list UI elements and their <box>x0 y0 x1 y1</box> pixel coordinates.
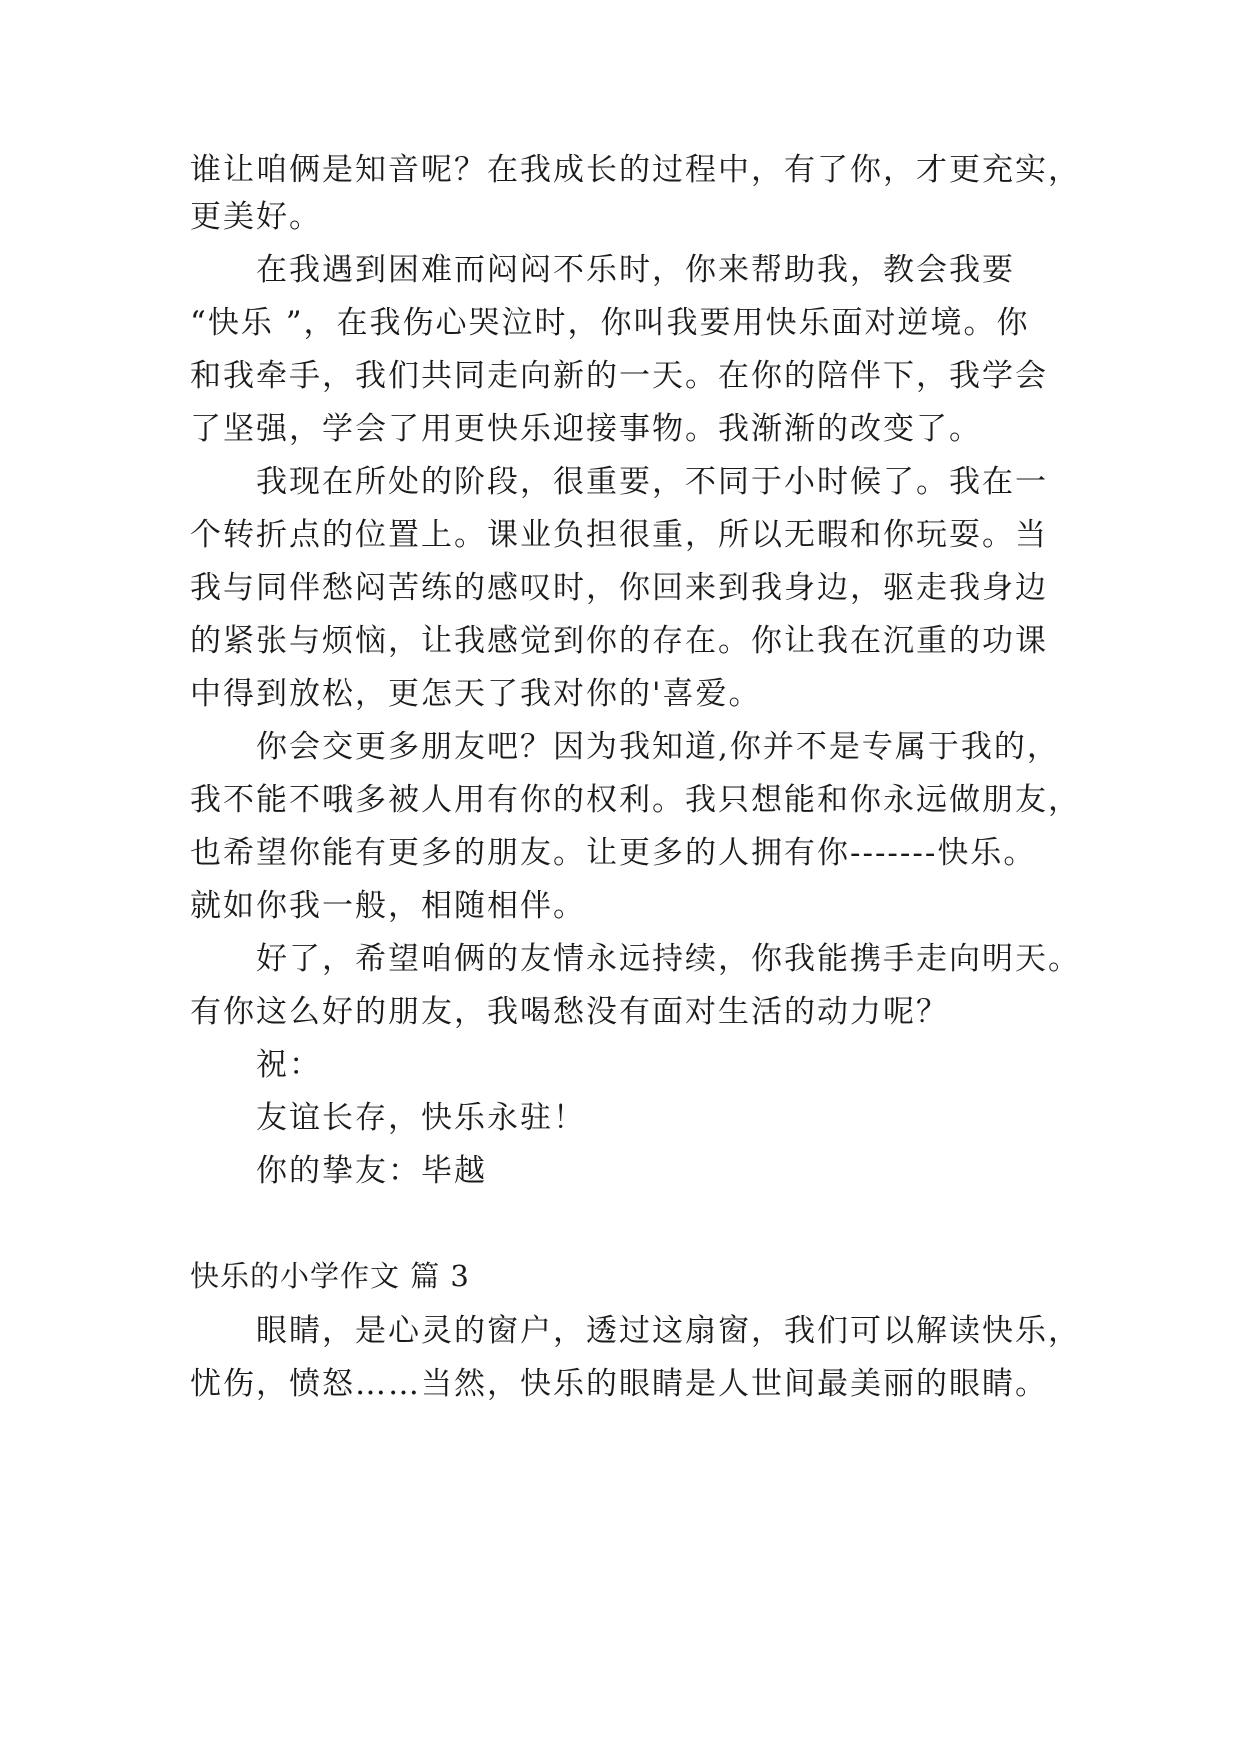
text-line: 谁让咱俩是知音呢？在我成长的过程中，有了你，才更充实， <box>190 152 1081 188</box>
section-heading: 快乐的小学作文 篇 3 <box>190 1259 470 1293</box>
text-line: 个转折点的位置上。课业负担很重，所以无暇和你玩耍。当 <box>190 517 1048 553</box>
text-line: 更美好。 <box>190 199 322 235</box>
text-line: 和我牵手，我们共同走向新的一天。在你的陪伴下，我学会 <box>190 358 1048 394</box>
salutation-line: 祝： <box>256 1047 322 1083</box>
text-line: 中得到放松，更怎天了我对你的'喜爱。 <box>190 676 762 712</box>
text-line: 我与同伴愁闷苦练的感叹时，你回来到我身边，驱走我身边 <box>190 570 1048 606</box>
text-line: 我不能不哦多被人用有你的权利。我只想能和你永远做朋友， <box>190 782 1081 818</box>
text-line: 有你这么好的朋友，我喝愁没有面对生活的动力呢？ <box>190 994 949 1030</box>
text-line: 我现在所处的阶段，很重要，不同于小时候了。我在一 <box>256 464 1048 500</box>
text-line: 的紧张与烦恼，让我感觉到你的存在。你让我在沉重的功课 <box>190 623 1048 659</box>
text-line: 了坚强，学会了用更快乐迎接事物。我渐渐的改变了。 <box>190 411 982 447</box>
text-line: 好了，希望咱俩的友情永远持续，你我能携手走向明天。 <box>256 941 1081 977</box>
text-line: 就如你我一般，相随相伴。 <box>190 888 586 924</box>
blessing-line: 友谊长存，快乐永驻！ <box>256 1100 586 1136</box>
signature-line: 你的挚友：毕越 <box>256 1153 487 1189</box>
text-line: 你会交更多朋友吧？因为我知道,你并不是专属于我的， <box>256 729 1060 765</box>
text-line: 忧伤，愤怒……当然，快乐的眼睛是人世间最美丽的眼睛。 <box>190 1366 1048 1402</box>
text-line: “快乐 ”，在我伤心哭泣时，你叫我要用快乐面对逆境。你 <box>190 305 1030 341</box>
text-line: 眼睛，是心灵的窗户，透过这扇窗，我们可以解读快乐， <box>256 1313 1081 1349</box>
text-line: 也希望你能有更多的朋友。让更多的人拥有你-------快乐。 <box>190 835 1037 871</box>
text-line: 在我遇到困难而闷闷不乐时，你来帮助我，教会我要 <box>256 252 1015 288</box>
